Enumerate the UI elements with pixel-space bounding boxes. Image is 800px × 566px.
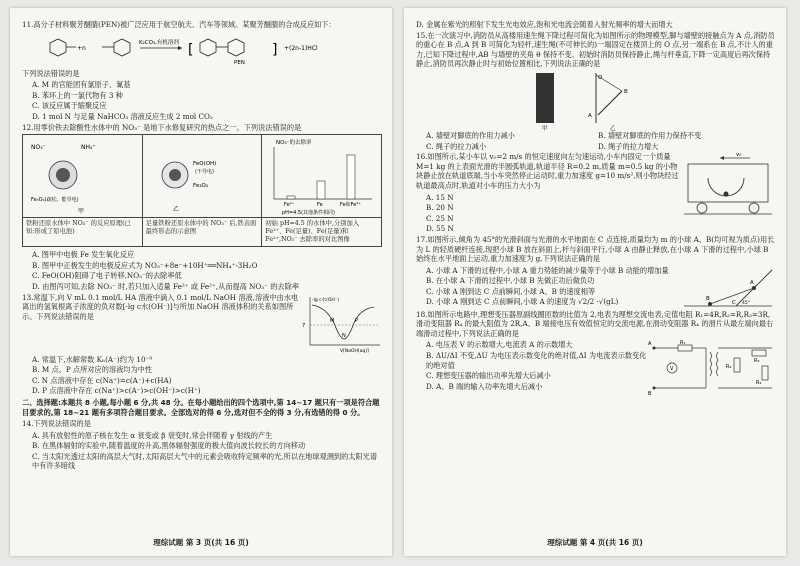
bar-label-fe: Fe xyxy=(317,202,324,209)
figure-yi xyxy=(143,135,263,217)
panel-text-yi: 足量铁粉还原水体中的 NO₃⁻ 后,铁表面最终形态的示意图 xyxy=(143,218,263,246)
r2-label: R₂ xyxy=(726,364,732,371)
q17-option-c: C. 小球 A 刚到达 C 点前瞬间,小球 A、B 的速度相等 xyxy=(426,286,596,296)
caption-jia: 甲 xyxy=(78,208,85,216)
question-17-stem: 17.如图所示,倾角为 45°的光滑斜面与光滑的水平地面在 C 点连接,质量均为 m 的小球 A、B(均可视为质点)用长为 L 的轻质硬杆连接,现把小球 B 放在斜面上,杆与斜面平行,小球 A 由静止释放,在小球 A 下滑的过程中,小球 B 始终在水平地面上运动,重力加速度为 g,下列说法正确的是 xyxy=(416,234,775,264)
reaction-structure-diagram xyxy=(22,32,377,66)
q18-option-c: C. 理想变压器的输出功率先增大后减小 xyxy=(426,371,551,381)
product-label: PEN xyxy=(234,59,245,66)
nh4-label: NH₄⁺ xyxy=(81,144,96,152)
q12-option-d: D. 由图丙可知,去除 NO₃⁻ 时,若只加入适量 Fe²⁺ 或 Fe²⁺,从而提高 NO₃⁻ 的去除率 xyxy=(32,281,299,291)
point-m: M xyxy=(330,317,335,324)
point-n: N xyxy=(342,332,346,339)
q17-option-b: B. 在小球 A 下滑的过程中,小球 B 先做正功后做负功 xyxy=(426,276,595,286)
q15-option-c: C. 绳子的拉力减小 xyxy=(426,141,487,151)
question-11-stem: 11.高分子材料聚芳醚腈(PEN)被广泛应用于航空航天、汽车等领域。某聚芳醚腈的合成反应如下： xyxy=(22,20,336,29)
q15-option-d: D. 绳子的拉力增大 xyxy=(598,141,659,151)
question-18-options-block xyxy=(416,340,776,396)
q14-option-d: D. 金属在紫光的照射下发生光电效应,饱和光电流会随着入射光频率的增大而增大 xyxy=(416,20,673,29)
r3-label: R₃ xyxy=(754,358,760,365)
q13-option-a: A. 常温下,水解常数 Kₕ(A⁻)约为 10⁻⁹ xyxy=(32,354,153,364)
ph-note: pH=4.5(其他条件相同) xyxy=(282,210,336,217)
svg-text:+n: +n xyxy=(77,44,86,52)
svg-text:]: ] xyxy=(272,41,278,58)
question-12-stem: 12.用零价铁去除酸性水体中的 NO₃⁻ 是地下水修复研究的热点之一。下列说法错误的是 xyxy=(22,122,302,132)
graph-y-label: -lg c水(OH⁻) xyxy=(312,297,339,303)
q14-option-a: A. 具有放射性的原子核在发生 α 衰变或 β 衰变时,常会伴随着 γ 射线的产生 xyxy=(32,430,273,440)
caption-yi: 乙 xyxy=(172,206,179,214)
fe3o4-note: Fe₃O₄(疏松、能导电) xyxy=(31,197,79,204)
question-17-options-block xyxy=(416,266,776,310)
q16-cart-figure xyxy=(680,152,776,222)
r1-label: R₁ xyxy=(680,340,686,347)
bar-label-fe2: Fe²⁺ xyxy=(284,202,295,209)
no3-label: NO₃⁻ xyxy=(31,144,46,152)
q15-option-a: A. 墙壁对脚底的作用力减小 xyxy=(426,130,515,140)
point-p: P xyxy=(355,317,359,324)
q17-option-d: D. 小球 A 刚到达 C 点前瞬间,小球 A 的速度为 √2/2 ·√(gL) xyxy=(426,297,619,307)
q11-option-c: C. 该反应属于缩聚反应 xyxy=(32,101,107,111)
figure-jia xyxy=(23,135,143,217)
panel-text-jia: 铁粉还原水体中 NO₃⁻ 的反应原理(已知:形成了原电池) xyxy=(23,218,143,246)
figure-bing xyxy=(262,135,381,217)
angle-label: 45° xyxy=(742,300,750,306)
q12-option-b: B. 图甲中正极发生的电极反应式为 NO₃⁻+8e⁻+10H⁺══NH₄⁺-3H₂O xyxy=(32,260,258,270)
q14-option-b: B. 在黑体辐射的实验中,随着温度的升高,黑体辐射强度的极大值向波长较长的方向移动 xyxy=(32,441,306,451)
q13-option-c: C. N 点溶液中存在 c(Na⁺)=c(A⁻)+c(HA) xyxy=(32,375,172,385)
voltmeter-label: V xyxy=(670,366,674,373)
byproduct-label: +(2n-1)HCl xyxy=(284,44,318,52)
q16-option-c: C. 25 N xyxy=(426,213,454,223)
bar-label-fe-and-fe2: Fe和Fe²⁺ xyxy=(340,202,362,209)
q15-options xyxy=(416,131,776,152)
q18-circuit-figure xyxy=(648,340,776,396)
q16-option-a: A. 15 N xyxy=(426,192,454,202)
question-16-stem: 16.如图所示,某小车以 v₀=2 m/s 的恒定速度向左匀速运动,小车内固定一个质量 M=1 kg 的上表面光滑的半圆弧轨道,轨道半径 R=0.2 m,质量 m=0.5 kg 的小物块静止放在轨道底端,当小车突然停止运动时,重力加速度 g=10 m/s²,则小物块经过轨道最高点时,轨道对小车的压力大小为 xyxy=(416,152,679,190)
fe3o4-label: Fe₃O₄ xyxy=(192,183,208,190)
q16-option-d: D. 55 N xyxy=(426,224,454,234)
q14-option-c: C. 当太阳光透过太阳的高层大气时,太阳高层大气中的元素会吸收特定频率的光,所以在地球观测到的太阳光谱中有许多暗线 xyxy=(32,451,378,471)
nonconductive-note: (不导电) xyxy=(194,169,214,176)
label-b: B xyxy=(624,88,628,95)
q16-option-b: B. 20 N xyxy=(426,203,454,213)
question-13-block xyxy=(22,293,382,355)
graph-x-label: V[NaOH(aq)] xyxy=(340,348,369,354)
question-18-stem: 18.如图所示电路中,理想变压器原副线圈匝数的比值为 2,电表为理想交流电表,定值电阻 R₁=4R,R₂=R,R₃=3R,滑动变阻器 R₄ 的最大阻值为 2R,A、B 端接电压有效值恒定的交流电源,在滑动变阻器 R₄ 的滑片从最左端向最右端滑动过程中,下列说法正确的是 xyxy=(416,309,774,338)
y-tick-7: 7 xyxy=(302,322,306,329)
q11-reaction-scheme xyxy=(22,32,382,66)
q12-option-a: A. 图甲中电极 Fe 发生氧化反应 xyxy=(32,250,135,260)
q12-option-c: C. FeO(OH)阻碍了电子转移,NO₃⁻的去除率低 xyxy=(32,271,182,281)
left-page-footer: 理综试题 第 3 页(共 16 页) xyxy=(153,538,249,547)
ball-b-label: B xyxy=(706,295,710,302)
right-page-footer: 理综试题 第 4 页(共 16 页) xyxy=(547,538,643,547)
removal-rate-title: NO₃⁻的去除率 xyxy=(276,140,312,147)
question-15-stem: 15.在一次演习中,消防员从高楼用速生绳下降过程可简化为如图所示的物理模型,脚与墙壁的接触点为 A 点,消防员的重心在 B 点,A 到 B 可简化为轻杆,速生绳(不可伸长的)一端固定在楼顶上的 O 点,另一端系在 B 点,不计人的重力,已知下降过程中,AB 与墙壁的夹角 θ 保持不变。初始时消防员保持静止,绳与杆垂直,下降一定高度后再次保持静止,消防员再次静止时与初始位置相比,下列说法正确的是 xyxy=(416,30,775,69)
velocity-label: v₀ xyxy=(736,152,742,159)
q11-option-d: D. 1 mol N 与足量 NaHCO₃ 溶液反应生成 2 mol CO₂ xyxy=(32,111,213,121)
q11-option-b: B. 苯环上的一氯代物有 3 种 xyxy=(32,90,123,100)
label-a: A xyxy=(588,112,592,119)
panel-text-bing: 初始 pH=4.5 的水体中,分别加入 Fe²⁺、Fe(足量)、Fe(足量)和 Fe²⁺,NO₃⁻ 去除率的对比图像 xyxy=(265,220,360,244)
right-page xyxy=(404,8,786,556)
q13-option-b: B. M 点、P 点所对应的溶液均为中性 xyxy=(32,365,153,375)
point-c-label: C xyxy=(732,299,736,306)
section-2-heading: 二、选择题:本题共 8 小题,每小题 6 分,共 48 分。在每小题给出的四个选项中,第 14~17 题只有一项是符合题目要求的,第 18~21 题有多项符合题目要求。全部选对的得 6 分,选对但不全的得 3 分,有选错的得 0 分。 xyxy=(22,397,380,417)
reagent-label: K₂CO₃,有机溶剂 xyxy=(139,39,179,46)
terminal-b-label: B xyxy=(648,391,652,397)
question-13-stem: 13.常温下,向 V mL 0.1 mol/L HA 溶液中滴入 0.1 mol/L NaOH 溶液,溶液中由水电离出的氢氧根离子浓度的负对数[-lg c水(OH⁻)]与所加 NaOH 溶液体积的关系如图所示。下列说法错误的是 xyxy=(22,292,299,321)
q12-figure-table xyxy=(22,134,382,247)
caption-jia: 甲 xyxy=(542,125,548,131)
q13-titration-graph xyxy=(300,293,382,355)
question-14-stem: 14.下列说法错误的是 xyxy=(22,419,91,429)
label-o: O xyxy=(598,74,603,81)
q17-option-a: A. 小球 A 下滑的过程中,小球 A 重力势能的减少量等于小球 B 动能的增加量 xyxy=(426,265,669,275)
terminal-a-label: A xyxy=(648,341,652,348)
feooh-label: FeO(OH) xyxy=(192,161,217,168)
q18-option-a: A. 电压表 V 的示数增大,电流表 A 的示数增大 xyxy=(426,340,573,350)
q17-incline-figure xyxy=(680,266,776,310)
question-16-block xyxy=(416,152,776,235)
question-11-ask: 下列说法错误的是 xyxy=(22,68,80,78)
q15-option-b: B. 墙壁对脚底的作用力保持不变 xyxy=(598,130,702,140)
q18-option-d: D. A、B 端的输入功率先增大后减小 xyxy=(426,381,543,391)
left-page xyxy=(10,8,392,556)
q13-option-d: D. P 点溶液中存在 c(Na⁺)>c(A⁻)>c(OH⁻)>c(H⁺) xyxy=(32,386,201,396)
q15-figure xyxy=(526,71,776,131)
caption-yi: 乙 xyxy=(610,125,616,131)
svg-text:[: [ xyxy=(188,41,194,58)
r4-label: R₄ xyxy=(756,380,762,387)
ball-a-label: A xyxy=(750,279,754,286)
q18-option-b: B. ΔU/ΔI 不变,ΔU 为电压表示数变化的绝对值,ΔI 为电流表示数变化的绝对值 xyxy=(426,351,647,370)
q11-option-a: A. M 的官能团有氯原子、氰基 xyxy=(32,80,131,90)
